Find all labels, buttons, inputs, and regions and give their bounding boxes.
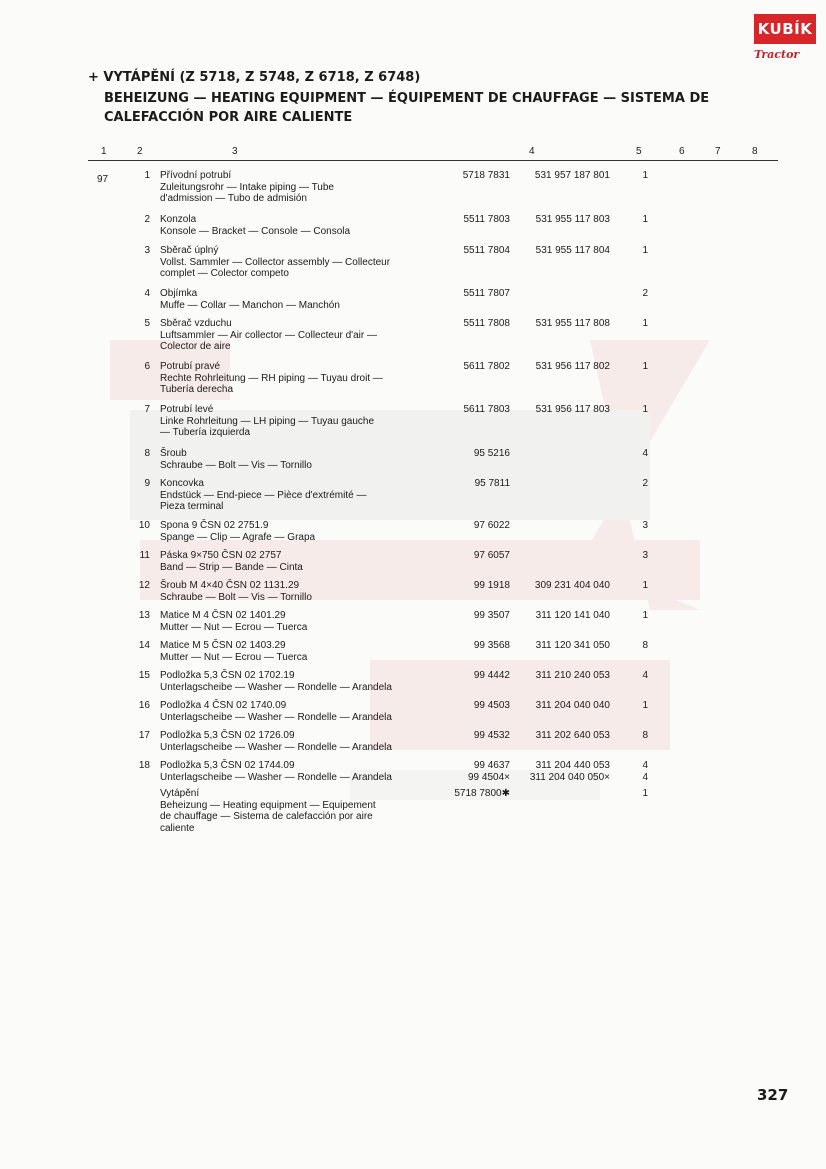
logo-sub-text: Tractor — [754, 48, 800, 61]
position-number: 3 — [144, 245, 150, 256]
position-number: 10 — [138, 520, 150, 531]
position-number: 13 — [138, 610, 150, 621]
part-description: Sběrač úplný Vollst. Sammler — Collector assembly — Collecteur complet — Colector competo — [160, 245, 391, 279]
alt-part-number: 531 955 117 803 — [535, 214, 610, 225]
part-description: Šroub Schraube — Bolt — Vis — Tornillo — [160, 448, 312, 471]
part-description: Podložka 4 ČSN 02 1740.09 Unterlagscheibe — Washer — Rondelle — Arandela — [160, 700, 392, 723]
quantity: 2 — [642, 478, 648, 489]
page-number: 327 — [757, 1086, 789, 1104]
column-header-3: 3 — [232, 146, 238, 157]
header-rule — [88, 160, 778, 161]
quantity: 1 — [642, 245, 648, 256]
section-subtitle: BEHEIZUNG — HEATING EQUIPMENT — ÉQUIPEMENT DE CHAUFFAGE — SISTEMA DE CALEFACCIÓN POR AIRE CALIENTE — [104, 91, 710, 125]
part-number: 5718 7800✱ — [454, 788, 510, 799]
column-header-6: 6 — [679, 146, 685, 157]
alt-part-number: 311 210 240 053 — [535, 670, 610, 681]
alt-part-number: 311 204 440 053 311 204 040 050× — [529, 760, 610, 783]
position-number: 1 — [144, 170, 150, 181]
part-description: Přívodní potrubí Zuleitungsrohr — Intake piping — Tube d'admission — Tubo de admisión — [160, 170, 334, 204]
alt-part-number: 311 120 341 050 — [535, 640, 610, 651]
quantity: 4 4 — [642, 760, 648, 783]
position-number: 15 — [138, 670, 150, 681]
quantity: 1 — [642, 214, 648, 225]
part-description: Páska 9×750 ČSN 02 2757 Band — Strip — Bande — Cinta — [160, 550, 303, 573]
quantity: 3 — [642, 550, 648, 561]
part-description: Sběrač vzduchu Luftsammler — Air collector — Collecteur d'air — Colector de aire — [160, 318, 377, 352]
column-header-4: 4 — [529, 146, 535, 157]
part-number: 99 4503 — [473, 700, 510, 711]
alt-part-number: 309 231 404 040 — [534, 580, 610, 591]
section-title: + VYTÁPĚNÍ (Z 5718, Z 5748, Z 6718, Z 6748) — [88, 70, 421, 85]
part-description: Podložka 5,3 ČSN 02 1726.09 Unterlagscheibe — Washer — Rondelle — Arandela — [160, 730, 392, 753]
quantity: 1 — [642, 610, 648, 621]
quantity: 1 — [642, 700, 648, 711]
position-number: 16 — [138, 700, 150, 711]
column-header-2: 2 — [137, 146, 143, 157]
part-number: 99 4442 — [473, 670, 510, 681]
group-number: 97 — [97, 174, 109, 185]
part-description: Objímka Muffe — Collar — Manchon — Manchón — [160, 288, 340, 311]
position-number: 5 — [144, 318, 150, 329]
column-header-1: 1 — [101, 146, 107, 157]
alt-part-number: 531 956 117 803 — [535, 404, 610, 415]
column-header-7: 7 — [715, 146, 721, 157]
quantity: 1 — [642, 404, 648, 415]
part-number: 95 5216 — [473, 448, 510, 459]
quantity: 3 — [642, 520, 648, 531]
alt-part-number: 531 956 117 802 — [535, 361, 610, 372]
part-number: 5511 7808 — [463, 318, 510, 329]
part-number: 5611 7802 — [463, 361, 510, 372]
part-number: 97 6022 — [473, 520, 510, 531]
position-number: 18 — [138, 760, 150, 771]
part-description: Matice M 5 ČSN 02 1403.29 Mutter — Nut — Ecrou — Tuerca — [160, 640, 308, 663]
part-description: Vytápění Beheizung — Heating equipment — Equipement de chauffage — Sistema de calefacción por aire caliente — [160, 788, 376, 834]
position-number: 2 — [144, 214, 150, 225]
quantity: 2 — [642, 288, 648, 299]
alt-part-number: 531 957 187 801 — [534, 170, 610, 181]
part-number: 5611 7803 — [463, 404, 510, 415]
part-number: 99 4532 — [473, 730, 510, 741]
position-number: 8 — [144, 448, 150, 459]
part-description: Matice M 4 ČSN 02 1401.29 Mutter — Nut — Ecrou — Tuerca — [160, 610, 308, 633]
alt-part-number: 311 120 141 040 — [535, 610, 610, 621]
part-number: 5511 7803 — [463, 214, 510, 225]
column-header-8: 8 — [752, 146, 758, 157]
position-number: 11 — [139, 550, 150, 561]
quantity: 1 — [642, 580, 648, 591]
part-number: 99 3507 — [473, 610, 510, 621]
position-number: 12 — [138, 580, 150, 591]
quantity: 8 — [642, 640, 648, 651]
part-number: 99 1918 — [473, 580, 510, 591]
logo-brand-text: KUBÍK — [757, 20, 813, 38]
quantity: 4 — [642, 670, 648, 681]
quantity: 4 — [642, 448, 648, 459]
part-number: 99 4637 99 4504× — [468, 760, 510, 783]
part-description: Podložka 5,3 ČSN 02 1702.19 Unterlagscheibe — Washer — Rondelle — Arandela — [160, 670, 392, 693]
part-number: 99 3568 — [473, 640, 510, 651]
alt-part-number: 531 955 117 808 — [535, 318, 610, 329]
position-number: 9 — [144, 478, 150, 489]
part-description: Šroub M 4×40 ČSN 02 1131.29 Schraube — Bolt — Vis — Tornillo — [160, 580, 312, 603]
part-number: 5511 7804 — [463, 245, 510, 256]
quantity: 1 — [642, 318, 648, 329]
part-number: 95 7811 — [474, 478, 510, 489]
position-number: 4 — [144, 288, 150, 299]
alt-part-number: 531 955 117 804 — [535, 245, 610, 256]
part-description: Spona 9 ČSN 02 2751.9 Spange — Clip — Agrafe — Grapa — [160, 520, 316, 543]
part-description: Podložka 5,3 ČSN 02 1744.09 Unterlagscheibe — Washer — Rondelle — Arandela — [160, 760, 392, 783]
quantity: 8 — [642, 730, 648, 741]
kubik-logo — [754, 14, 816, 68]
alt-part-number: 311 202 640 053 — [535, 730, 610, 741]
quantity: 1 — [642, 361, 648, 372]
position-number: 17 — [138, 730, 150, 741]
quantity: 1 — [642, 170, 648, 181]
part-description: Koncovka Endstück — End-piece — Pièce d'extrémité — Pieza terminal — [160, 478, 367, 512]
part-number: 5511 7807 — [463, 288, 510, 299]
alt-part-number: 311 204 040 040 — [535, 700, 610, 711]
part-number: 97 6057 — [473, 550, 510, 561]
part-description: Potrubí levé Linke Rohrleitung — LH piping — Tuyau gauche — Tubería izquierda — [160, 404, 375, 438]
position-number: 6 — [144, 361, 150, 372]
position-number: 14 — [138, 640, 150, 651]
part-description: Konzola Konsole — Bracket — Console — Consola — [160, 214, 351, 237]
column-header-5: 5 — [636, 146, 642, 157]
part-number: 5718 7831 — [462, 170, 510, 181]
position-number: 7 — [144, 404, 150, 415]
part-description: Potrubí pravé Rechte Rohrleitung — RH piping — Tuyau droit — Tubería derecha — [160, 361, 383, 395]
quantity: 1 — [642, 788, 648, 799]
